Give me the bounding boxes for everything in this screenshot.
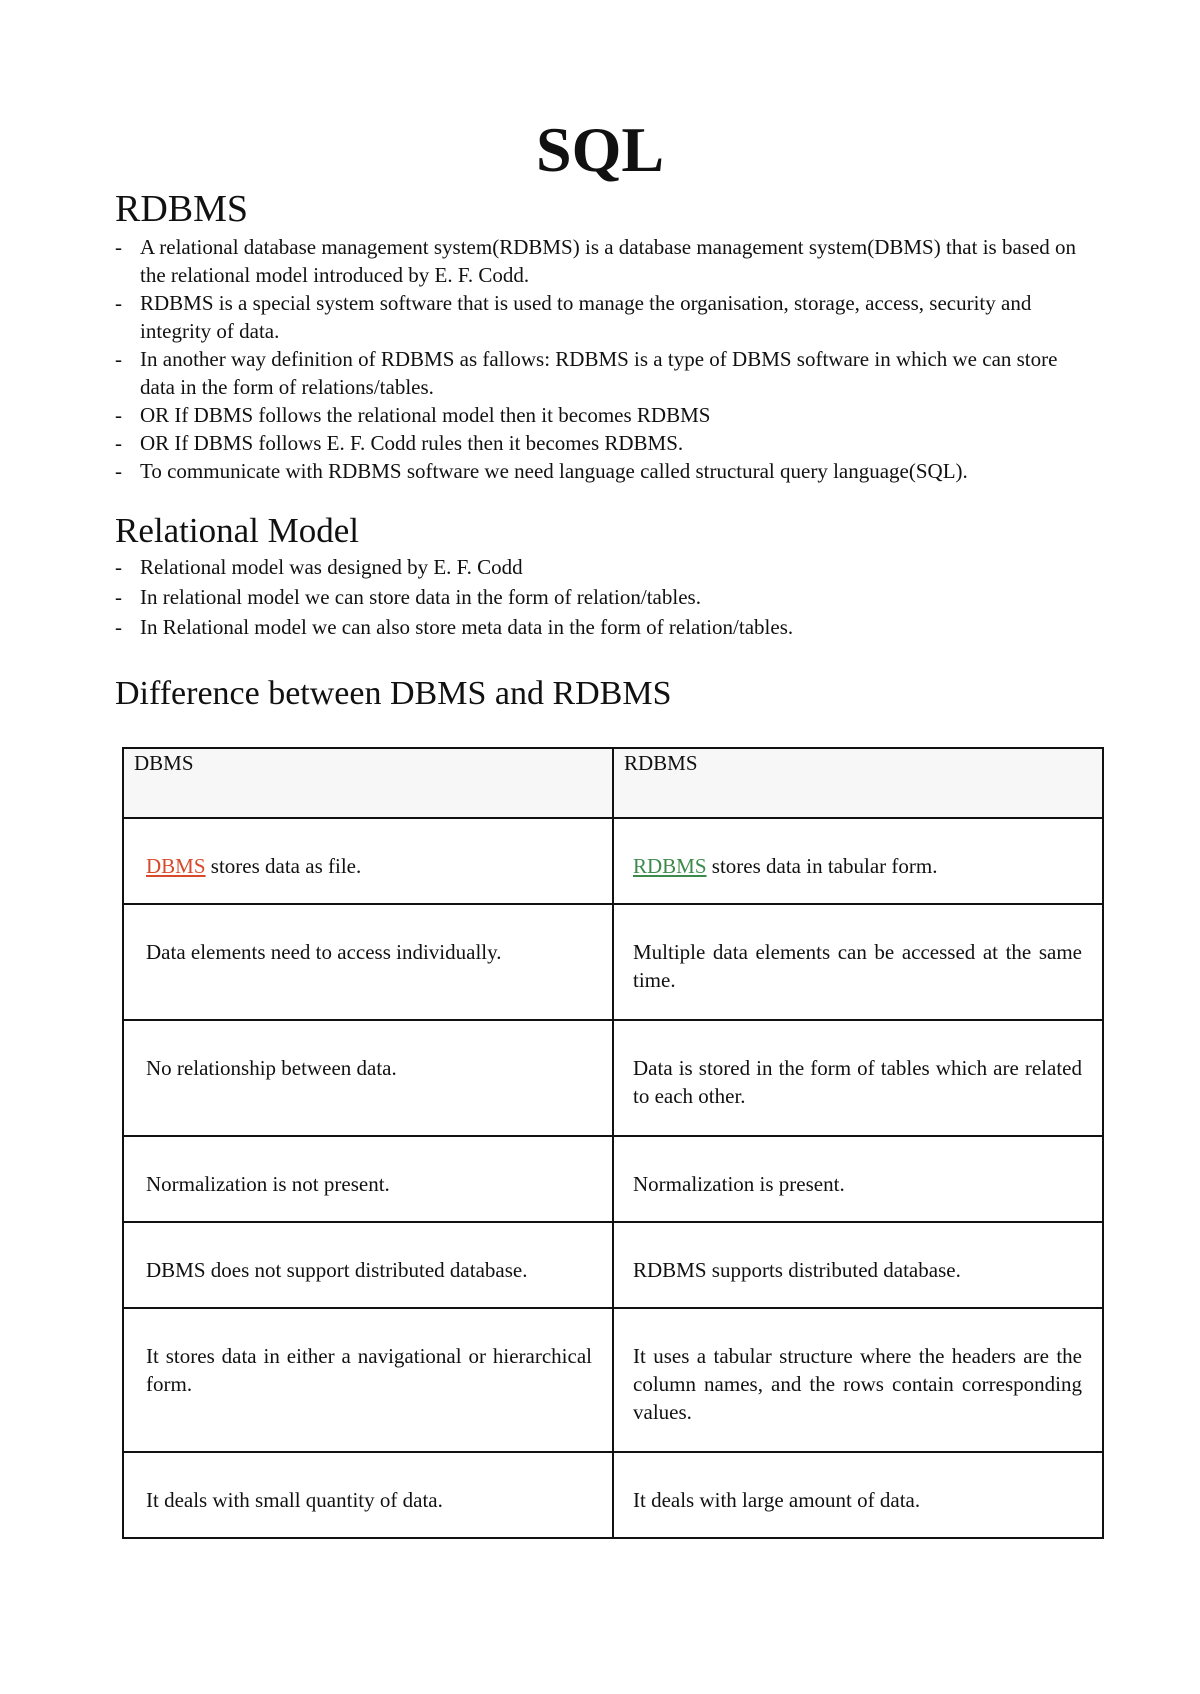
table-cell [613,904,1103,1020]
bullet-text: A relational database management system(RDBMS) is a database management system(DBMS) that is based on the relational model introduced by E. F. Codd. [140,235,1077,287]
table-row [123,1222,1103,1308]
table-cell [123,818,613,904]
relational-model-heading: Relational Model [115,511,359,550]
rdbms-heading: RDBMS [115,188,249,230]
table-header-row [123,748,1103,818]
bullet-text: In another way definition of RDBMS as fallows: RDBMS is a type of DBMS software in which we can store data in the form of relations/tables. [140,347,1058,399]
table-header-cell [123,748,613,818]
table-cell [613,1308,1103,1452]
cell-text: Data is stored in the form of tables which are related to each other. [633,1056,1082,1108]
bullet-text: OR If DBMS follows the relational model then it becomes RDBMS [140,403,711,427]
table-row [123,818,1103,904]
cell-text: It uses a tabular structure where the headers are the column names, and the rows contain corresponding values. [633,1344,1082,1424]
page-title: SQL [535,114,665,185]
table-row [123,1020,1103,1136]
header-rdbms: RDBMS [624,751,698,775]
bullet-text: In relational model we can store data in the form of relation/tables. [140,585,701,609]
bullet-text: RDBMS is a special system software that is used to manage the organisation, storage, access, security and integrity of data. [140,291,1032,343]
table-row [123,1136,1103,1222]
rdbms-bullet-list [115,233,1095,485]
table-cell [613,1136,1103,1222]
dbms-link[interactable]: DBMS [146,854,206,878]
difference-heading: Difference between DBMS and RDBMS [115,675,672,712]
list-item: - OR If DBMS follows the relational model then it becomes RDBMS [115,403,711,427]
cell-text: Multiple data elements can be accessed at the same time. [633,940,1082,992]
list-item: - To communicate with RDBMS software we need language called structural query language(SQL). [115,459,968,483]
list-item: - In another way definition of RDBMS as fallows: RDBMS is a type of DBMS software in which we can store data in the form of relations/tables. [115,347,1058,399]
cell-text: Normalization is not present. [146,1172,390,1196]
table-cell [123,1020,613,1136]
table-header-cell [613,748,1103,818]
bullet-text: OR If DBMS follows E. F. Codd rules then it becomes RDBMS. [140,431,684,455]
cell-text: It stores data in either a navigational or hierarchical form. [146,1344,592,1396]
table-cell [123,1222,613,1308]
cell-text: RDBMS supports distributed database. [633,1258,961,1282]
table-cell [123,1452,613,1538]
table-cell [123,904,613,1020]
table-cell [123,1136,613,1222]
table-cell [613,1222,1103,1308]
table-row [123,1308,1103,1452]
relational-model-bullet-list [115,552,1095,642]
table-row [123,904,1103,1020]
cell-text: It deals with small quantity of data. [146,1488,443,1512]
list-item: - RDBMS is a special system software that is used to manage the organisation, storage, access, security and integrity of data. [115,291,1032,343]
header-dbms: DBMS [134,751,194,775]
cell-text: It deals with large amount of data. [633,1488,921,1512]
list-item: - In relational model we can store data in the form of relation/tables. [115,585,701,609]
bullet-text: Relational model was designed by E. F. Codd [140,555,523,579]
list-item: - In Relational model we can also store meta data in the form of relation/tables. [115,615,794,639]
bullet-text: In Relational model we can also store meta data in the form of relation/tables. [140,615,794,639]
table-cell [613,1020,1103,1136]
cell-text: Normalization is present. [633,1172,845,1196]
table-cell [123,1308,613,1452]
comparison-table [122,747,1104,1539]
list-item: - A relational database management system(RDBMS) is a database management system(DBMS) that is based on the relational model introduced by E. F. Codd. [115,235,1077,287]
table-row [123,1452,1103,1538]
list-item: - OR If DBMS follows E. F. Codd rules then it becomes RDBMS. [115,431,684,455]
table-cell [613,1452,1103,1538]
cell-text: No relationship between data. [146,1056,397,1080]
table-cell [613,818,1103,904]
cell-text: Data elements need to access individually. [146,940,502,964]
bullet-text: To communicate with RDBMS software we need language called structural query language(SQL). [140,459,968,483]
cell-text: stores data as file. [205,854,362,878]
rdbms-link[interactable]: RDBMS [633,854,707,878]
cell-text: stores data in tabular form. [706,854,938,878]
list-item: - Relational model was designed by E. F. Codd [115,555,523,579]
cell-text: DBMS does not support distributed database. [146,1258,528,1282]
